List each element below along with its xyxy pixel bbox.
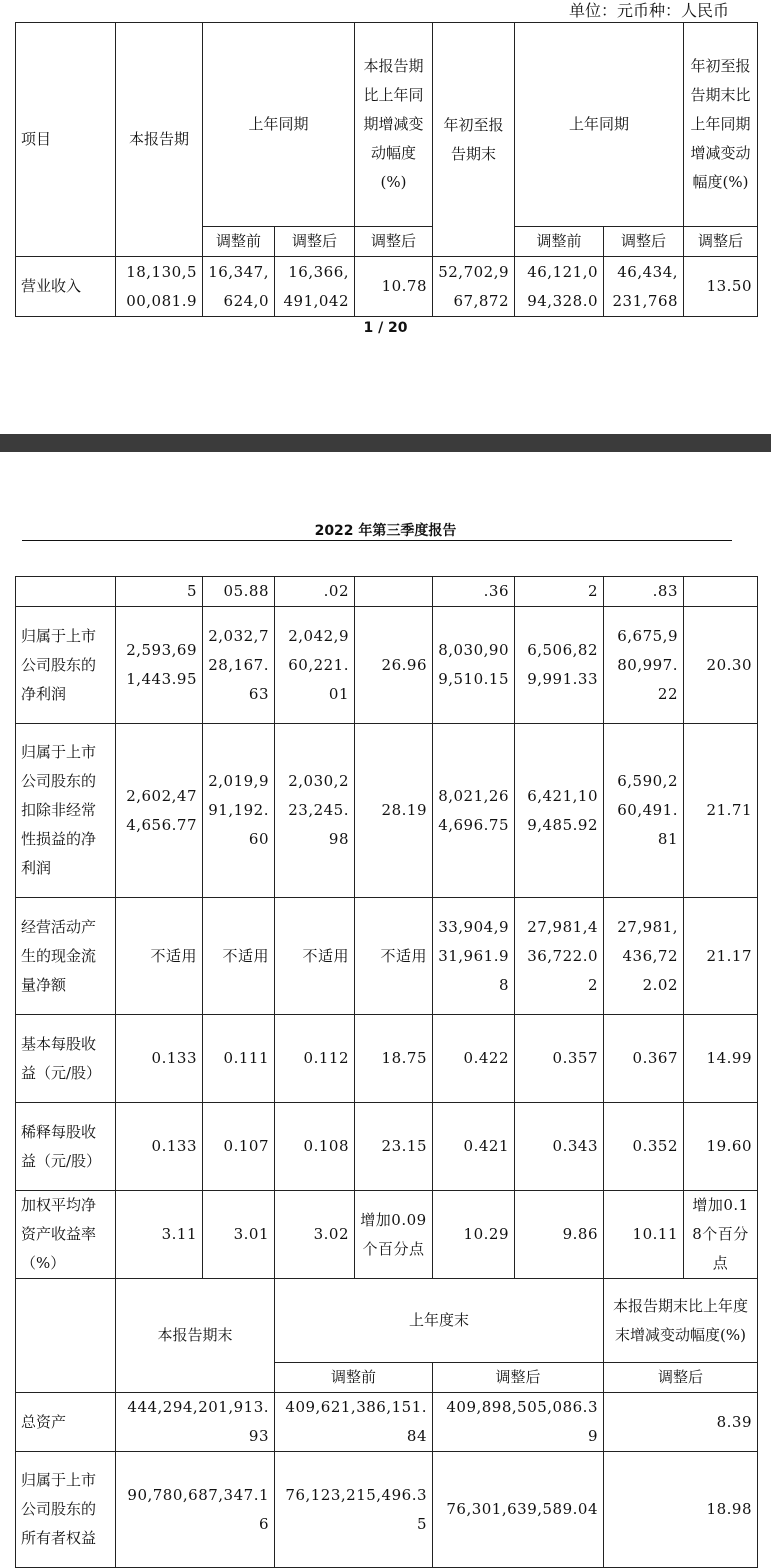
title-underline xyxy=(22,540,732,541)
header-change-end: 本报告期末比上年度末增减变动幅度(%) xyxy=(604,1279,758,1363)
cell: 18,130,500,081.9 xyxy=(116,257,203,317)
cell: 8,021,264,696.75 xyxy=(433,724,515,898)
report-title: 2022 年第三季度报告 xyxy=(314,523,457,539)
cell: 10.29 xyxy=(433,1191,515,1279)
cell: 46,434,231,768 xyxy=(604,257,684,317)
cell: 6,506,829,991.33 xyxy=(515,607,604,724)
subheader-before: 调整前 xyxy=(275,1363,433,1393)
cell: 不适用 xyxy=(116,898,203,1015)
cell: 0.107 xyxy=(203,1103,275,1191)
cell: 14.99 xyxy=(684,1015,758,1103)
table-row xyxy=(16,1452,758,1568)
cell: 90,780,687,347.16 xyxy=(116,1452,275,1568)
cell: 52,702,967,872 xyxy=(433,257,515,317)
header-item-blank xyxy=(16,1279,116,1393)
row-label: 稀释每股收益（元/股） xyxy=(16,1103,116,1191)
cell: 2,593,691,443.95 xyxy=(116,607,203,724)
cell: 18.75 xyxy=(355,1015,433,1103)
cell: 16,347,624,0 xyxy=(203,257,275,317)
cell: 不适用 xyxy=(275,898,355,1015)
subheader-before-2: 调整前 xyxy=(515,227,604,257)
table-row xyxy=(16,257,758,317)
cell: 20.30 xyxy=(684,607,758,724)
cell: 409,898,505,086.39 xyxy=(433,1393,604,1452)
subheader-after: 调整后 xyxy=(275,227,355,257)
cell: 0.352 xyxy=(604,1103,684,1191)
cell: 10.78 xyxy=(355,257,433,317)
header-prev-year-end: 上年度末 xyxy=(275,1279,604,1363)
cell: 增加0.09个百分点 xyxy=(355,1191,433,1279)
cell: 0.367 xyxy=(604,1015,684,1103)
cell: 21.71 xyxy=(684,724,758,898)
cell: 16,366,491,042 xyxy=(275,257,355,317)
row-label: 经营活动产生的现金流量净额 xyxy=(16,898,116,1015)
cell: 2,030,223,245.98 xyxy=(275,724,355,898)
cell: 26.96 xyxy=(355,607,433,724)
cell: 0.421 xyxy=(433,1103,515,1191)
header-row xyxy=(16,1279,758,1363)
cell: 0.112 xyxy=(275,1015,355,1103)
header-period-end: 本报告期末 xyxy=(116,1279,275,1393)
cell: 2,042,960,221.01 xyxy=(275,607,355,724)
cell xyxy=(684,577,758,607)
subheader-before: 调整前 xyxy=(203,227,275,257)
table-row xyxy=(16,724,758,898)
cell: 409,621,386,151.84 xyxy=(275,1393,433,1452)
cell: 27,981,436,722.02 xyxy=(515,898,604,1015)
row-label: 加权平均净资产收益率（%） xyxy=(16,1191,116,1279)
cell: 6,590,260,491.81 xyxy=(604,724,684,898)
cell: 0.133 xyxy=(116,1015,203,1103)
row-label: 营业收入 xyxy=(16,257,116,317)
table-row xyxy=(16,1191,758,1279)
cell: 05.88 xyxy=(203,577,275,607)
cell: 6,421,109,485.92 xyxy=(515,724,604,898)
page-separator xyxy=(0,434,771,452)
cell: .36 xyxy=(433,577,515,607)
financial-table-part2 xyxy=(15,576,758,1568)
cell xyxy=(355,577,433,607)
cell: 444,294,201,913.93 xyxy=(116,1393,275,1452)
financial-table-part1 xyxy=(15,22,758,317)
cell: 2 xyxy=(515,577,604,607)
row-label: 基本每股收益（元/股） xyxy=(16,1015,116,1103)
unit-note: 单位：元币种：人民币 xyxy=(568,1,729,20)
header-ytd: 年初至报告期末 xyxy=(433,23,515,257)
cell: 46,121,094,328.0 xyxy=(515,257,604,317)
table-row xyxy=(16,1393,758,1452)
cell: 18.98 xyxy=(604,1452,758,1568)
page-indicator: 1 / 20 xyxy=(363,320,408,336)
cell: .83 xyxy=(604,577,684,607)
cell: 33,904,931,961.98 xyxy=(433,898,515,1015)
cell: 0.111 xyxy=(203,1015,275,1103)
header-change-pct: 本报告期比上年同期增减变动幅度(%) xyxy=(355,23,433,227)
cell: 10.11 xyxy=(604,1191,684,1279)
cell: 13.50 xyxy=(684,257,758,317)
cell: 不适用 xyxy=(203,898,275,1015)
subheader-after-change-2: 调整后 xyxy=(684,227,758,257)
cell: .02 xyxy=(275,577,355,607)
cell: 76,301,639,589.04 xyxy=(433,1452,604,1568)
cell: 27,981,436,722.02 xyxy=(604,898,684,1015)
cell: 0.133 xyxy=(116,1103,203,1191)
subheader-after-change: 调整后 xyxy=(604,1363,758,1393)
cell: 0.422 xyxy=(433,1015,515,1103)
cell: 2,032,728,167.63 xyxy=(203,607,275,724)
cell: 3.02 xyxy=(275,1191,355,1279)
cell: 28.19 xyxy=(355,724,433,898)
cell: 21.17 xyxy=(684,898,758,1015)
cell: 不适用 xyxy=(355,898,433,1015)
cell: 增加0.18个百分点 xyxy=(684,1191,758,1279)
table-row xyxy=(16,1103,758,1191)
subheader-after-change: 调整后 xyxy=(355,227,433,257)
cell: 3.01 xyxy=(203,1191,275,1279)
cell: 2,019,991,192.60 xyxy=(203,724,275,898)
row-label: 总资产 xyxy=(16,1393,116,1452)
cell: 2,602,474,656.77 xyxy=(116,724,203,898)
cell: 23.15 xyxy=(355,1103,433,1191)
subheader-after: 调整后 xyxy=(433,1363,604,1393)
cell: 6,675,980,997.22 xyxy=(604,607,684,724)
cell: 3.11 xyxy=(116,1191,203,1279)
row-label xyxy=(16,577,116,607)
subheader-after-2: 调整后 xyxy=(604,227,684,257)
cell: 19.60 xyxy=(684,1103,758,1191)
cell: 9.86 xyxy=(515,1191,604,1279)
header-current-period: 本报告期 xyxy=(116,23,203,257)
cell: 0.343 xyxy=(515,1103,604,1191)
cell: 5 xyxy=(116,577,203,607)
header-ytd-change-pct: 年初至报告期末比上年同期增减变动幅度(%) xyxy=(684,23,758,227)
cell: 8,030,909,510.15 xyxy=(433,607,515,724)
cell: 76,123,215,496.35 xyxy=(275,1452,433,1568)
table-row xyxy=(16,1015,758,1103)
header-prev-same-period: 上年同期 xyxy=(203,23,355,227)
row-label: 归属于上市公司股东的扣除非经常性损益的净利润 xyxy=(16,724,116,898)
header-prev-same-period-2: 上年同期 xyxy=(515,23,684,227)
table-row xyxy=(16,607,758,724)
header-item: 项目 xyxy=(16,23,116,257)
table-row xyxy=(16,898,758,1015)
row-label: 归属于上市公司股东的净利润 xyxy=(16,607,116,724)
row-label: 归属于上市公司股东的所有者权益 xyxy=(16,1452,116,1568)
cell: 0.357 xyxy=(515,1015,604,1103)
table-row xyxy=(16,577,758,607)
cell: 0.108 xyxy=(275,1103,355,1191)
cell: 8.39 xyxy=(604,1393,758,1452)
